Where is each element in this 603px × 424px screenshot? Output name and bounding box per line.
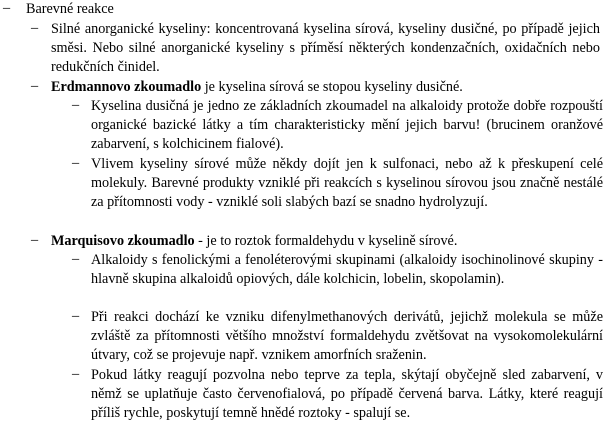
sublist-item-pokud-latky [68, 366, 603, 424]
list-item-text: Alkaloidy s fenolickými a fenoléterovými skupinami (alkaloidy isochinolinové skupiny - hlavně skupina alkaloidů opiových, dále kolchicin, lobelin, skopolamin). [91, 252, 603, 288]
sublist-item-kyselina-dusicna [68, 97, 603, 155]
list-item-text [51, 78, 600, 97]
list-item-text: Barevné reakce [26, 1, 114, 17]
reagent-name: Erdmannovo zkoumadlo [51, 79, 202, 95]
dash-bullet: – [72, 308, 80, 324]
list-item-erdmannovo [26, 78, 600, 97]
dash-bullet: – [3, 0, 11, 16]
dash-bullet: – [72, 251, 80, 267]
dash-bullet: – [31, 20, 39, 36]
sublist-item-reakce [68, 308, 603, 366]
list-item-barevne-reakce [0, 0, 600, 19]
dash-bullet: – [72, 366, 80, 382]
reagent-description: - je to roztok formaldehydu v kyselině sírové. [194, 233, 458, 249]
sublist-item-alkaloidy [68, 251, 603, 289]
reagent-name: Marquisovo zkoumadlo [51, 233, 195, 249]
list-item-text: Pokud látky reagují pozvolna nebo teprve za tepla, skýtají obyčejně sled zabarvení, v němž se uplatňuje často červenofialová, po případě červená barva. Látky, které reagují příliš rychle, poskytují temně hnědé roztoky - spalují se. [91, 367, 603, 422]
list-item-silne-kyseliny [26, 20, 600, 78]
sublist-item-kyselina-sirova [68, 155, 603, 213]
list-item-marquisovo [26, 232, 600, 251]
list-item-text: Při reakci dochází ke vzniku difenylmethanových derivátů, jejichž molekula se může zvláště za přítomnosti většího množství formaldehydu zvětšovat na vysokomolekulární útvary, což se projevuje např. vznikem amorfních sraženin. [91, 309, 603, 364]
list-item-text: Kyselina dusičná je jedno ze základních zkoumadel na alkaloidy protože dobře rozpouští organické bazické látky a tím charakteristicky mění jejich barvu! (brucinem oranžové zabarvení, s kolchicinem fialové). [91, 98, 603, 153]
dash-bullet: – [72, 155, 80, 171]
dash-bullet: – [31, 232, 39, 248]
list-item-text: Silné anorganické kyseliny: koncentrovaná kyselina sírová, kyseliny dusičné, po případě jejich směsi. Nebo silné anorganické kyseliny s příměsí některých kondenzačních, oxidačních nebo redukčních činidel. [51, 21, 600, 76]
list-item-text [51, 232, 600, 251]
list-item-text: Vlivem kyseliny sírové může někdy dojít jen k sulfonaci, nebo až k přeskupení celé molekuly. Barevné produkty vzniklé při reakcích s kyselinou sírovou jsou značně nestálé za přítomnosti vody - vzniklé soli slabých bazí se snadno hydrolyzují. [91, 156, 603, 211]
reagent-description: je kyselina sírová se stopou kyseliny dusičné. [201, 79, 463, 95]
dash-bullet: – [72, 97, 80, 113]
dash-bullet: – [31, 78, 39, 94]
